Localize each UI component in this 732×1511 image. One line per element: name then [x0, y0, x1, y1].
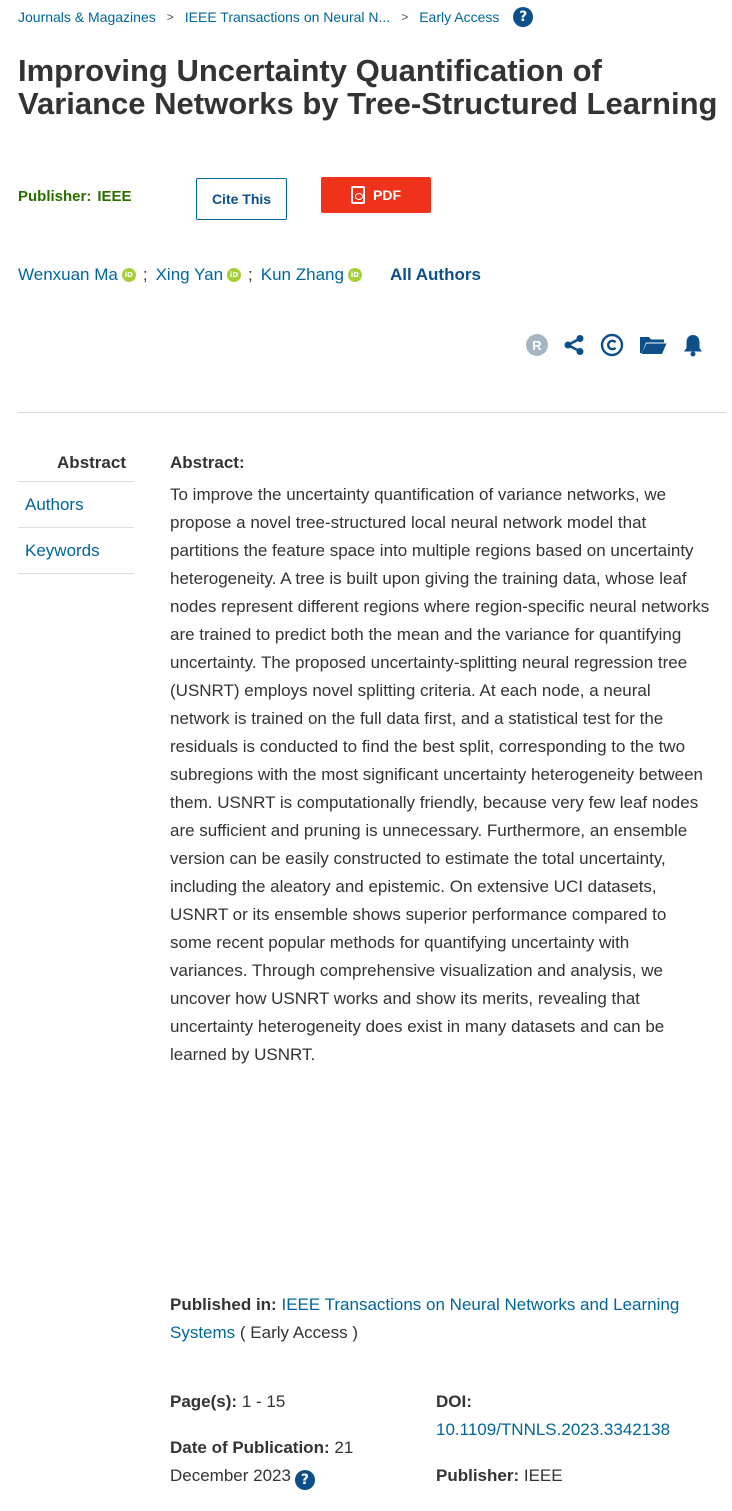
meta-left: [170, 1388, 410, 1490]
rights-icon[interactable]: R: [526, 334, 548, 356]
doi-link[interactable]: 10.1109/TNNLS.2023.3342138: [436, 1420, 671, 1439]
share-icon[interactable]: [563, 334, 585, 356]
all-authors-link[interactable]: All Authors: [389, 265, 481, 284]
published-status: ( Early Access ): [239, 1323, 359, 1342]
journal-link[interactable]: IEEE Transactions on Neural Networks and Learning Systems: [170, 1295, 680, 1342]
date-value: 21 December 2023: [170, 1438, 354, 1485]
breadcrumb-separator: >: [401, 10, 409, 24]
breadcrumb-separator: >: [166, 10, 174, 24]
author-separator: ;: [248, 265, 253, 284]
abstract-heading: Abstract:: [170, 453, 245, 472]
author-link-3[interactable]: Kun Zhang: [260, 265, 344, 284]
date-label: Date of Publication:: [170, 1438, 330, 1457]
cite-this-button[interactable]: Cite This: [196, 178, 287, 220]
orcid-icon[interactable]: iD: [122, 268, 136, 282]
pages-label: Page(s):: [170, 1392, 238, 1411]
pages-row: [170, 1388, 410, 1416]
pages-value: 1 - 15: [241, 1392, 286, 1411]
author-link-1[interactable]: Wenxuan Ma: [18, 265, 118, 284]
breadcrumb-journals-link[interactable]: Journals & Magazines: [18, 9, 156, 25]
bell-icon[interactable]: [682, 333, 704, 357]
sidenav-item-keywords[interactable]: Keywords: [18, 528, 134, 574]
publisher-line: [18, 188, 132, 205]
page-title: Improving Uncertainty Quantification of Variance Networks by Tree-Structured Learning: [18, 53, 718, 121]
help-icon[interactable]: ?: [295, 1470, 315, 1490]
published-in: [170, 1291, 710, 1347]
meta-publisher-value: IEEE: [523, 1466, 563, 1485]
sidenav-item-abstract[interactable]: Abstract: [18, 443, 134, 482]
publisher-value: IEEE: [97, 188, 132, 205]
header-divider: [18, 412, 726, 413]
breadcrumb-early-access-link[interactable]: Early Access: [419, 9, 500, 25]
date-row: [170, 1434, 410, 1490]
meta-publisher-row: [436, 1462, 716, 1490]
section-nav: [18, 443, 134, 574]
authors-line: [18, 264, 481, 286]
help-icon[interactable]: ?: [513, 7, 533, 27]
author-separator: ;: [142, 265, 148, 284]
orcid-icon[interactable]: iD: [348, 268, 362, 282]
pdf-label: PDF: [373, 187, 401, 203]
pdf-icon: [351, 186, 365, 204]
folder-icon[interactable]: [639, 334, 667, 356]
published-in-label: Published in:: [170, 1295, 277, 1314]
abstract-text: To improve the uncertainty quantification of variance networks, we propose a novel tree-structured local neural network model that partitions the feature space into multiple regions based on uncertainty heterogeneity. A tree is built upon giving the training data, whose leaf nodes represent different regions where region-specific neural networks are trained to predict both the mean and the variance for quantifying uncertainty. The proposed uncertainty-splitting neural regression tree (USNRT) employs novel splitting criteria. At each node, a neural network is trained on the full data first, and a statistical test for the residuals is conducted to find the best split, corresponding to the two subregions with the most significant uncertainty heterogeneity between them. USNRT is computationally friendly, because very few leaf nodes are sufficient and pruning is unnecessary. Furthermore, an ensemble version can be easily constructed to estimate the total uncertainty, including the aleatory and epistemic. On extensive UCI datasets, USNRT or its ensemble shows superior performance compared to some recent popular methods for quantifying uncertainty with variances. Through comprehensive visualization and analysis, we uncover how USNRT works and show its merits, revealing that uncertainty heterogeneity does exist in many datasets and can be learned by USNRT.: [170, 485, 710, 1064]
author-link-2[interactable]: Xing Yan: [155, 265, 224, 284]
breadcrumb-journal-link[interactable]: IEEE Transactions on Neural N...: [184, 9, 391, 25]
orcid-icon[interactable]: iD: [227, 268, 241, 282]
article-tools: [526, 333, 704, 357]
doi-label: DOI:: [436, 1392, 472, 1411]
meta-publisher-label: Publisher:: [436, 1466, 520, 1485]
publisher-label: Publisher:: [18, 188, 92, 205]
pdf-button[interactable]: [321, 177, 431, 213]
meta-right: [436, 1388, 716, 1490]
breadcrumb: [18, 6, 533, 28]
copyright-icon[interactable]: [600, 333, 624, 357]
sidenav-item-authors[interactable]: Authors: [18, 482, 134, 528]
